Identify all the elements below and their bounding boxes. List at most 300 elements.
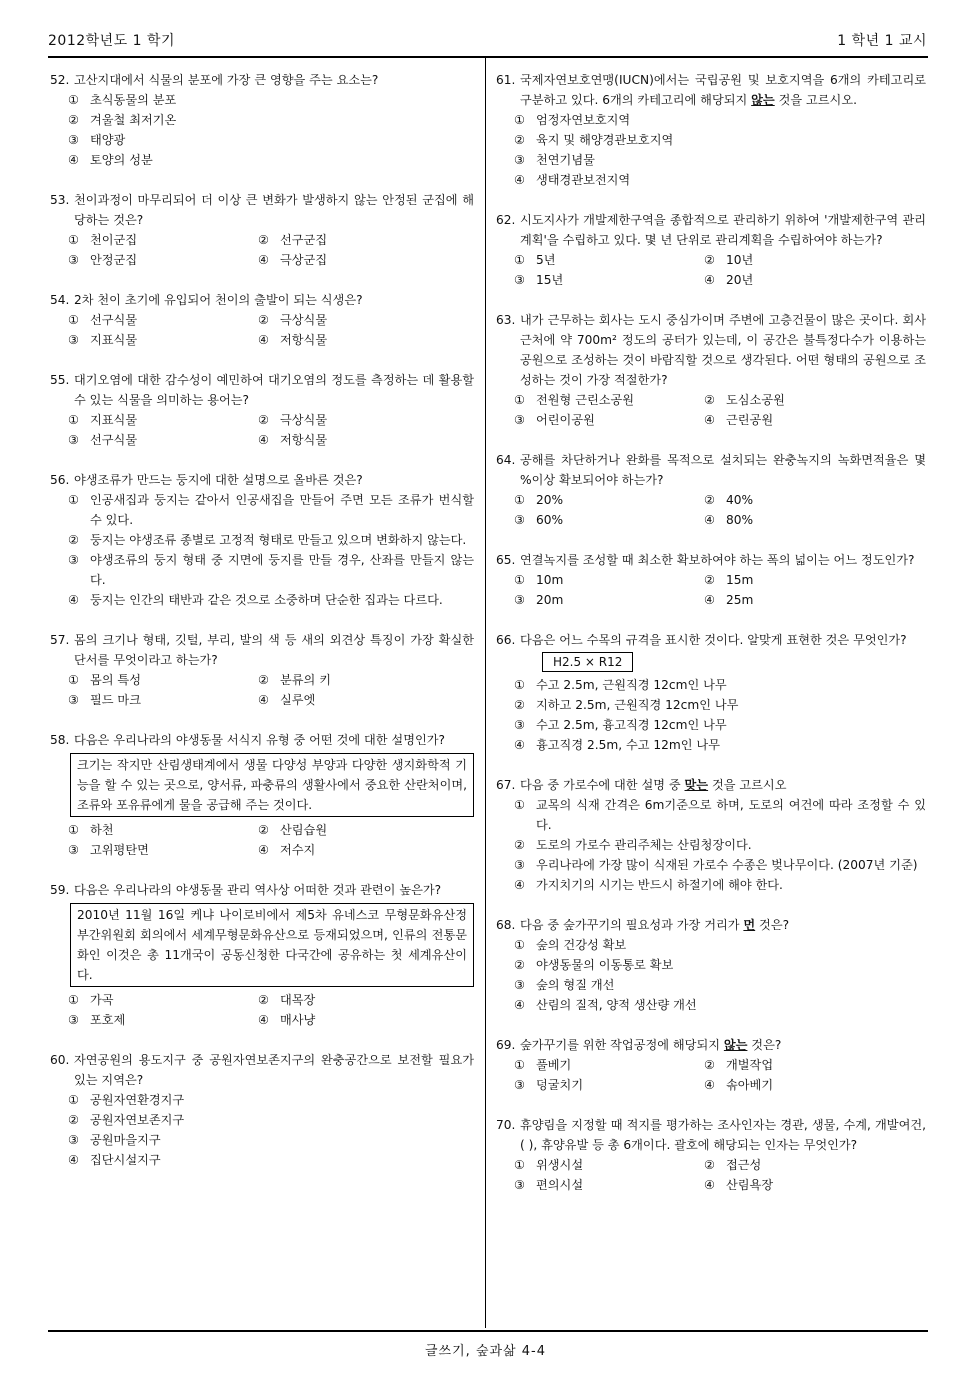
question-emphasis: 먼	[743, 918, 756, 932]
answer-options	[514, 570, 926, 610]
answer-option[interactable]	[68, 230, 258, 250]
answer-option[interactable]	[704, 270, 894, 290]
answer-option[interactable]	[68, 490, 474, 530]
option-marker: ④	[258, 433, 269, 447]
question-text-main: 대기오염에 대한 감수성이 예민하여 대기오염의 정도를 측정하는 데 활용할 수 있는 식물을 의미하는 용어는?	[74, 373, 474, 407]
question-number: 66.	[496, 633, 516, 647]
option-marker: ①	[514, 253, 525, 267]
question-stem	[496, 630, 926, 650]
option-text: 필드 마크	[90, 693, 141, 707]
answer-option[interactable]	[68, 250, 258, 270]
answer-option[interactable]	[514, 390, 704, 410]
option-text: 야생동물의 이동통로 확보	[536, 958, 674, 972]
option-marker: ④	[68, 1153, 79, 1167]
option-marker: ③	[68, 133, 79, 147]
right-column	[496, 70, 926, 1215]
option-text: 토양의 성분	[90, 153, 153, 167]
option-text: 숲의 건강성 확보	[536, 938, 627, 952]
question-text	[74, 70, 474, 90]
question-text-main: 다음 중 숲가꾸기의 필요성과 가장 거리가	[520, 918, 744, 932]
question	[496, 450, 926, 530]
option-marker: ②	[704, 253, 715, 267]
option-marker: ③	[68, 433, 79, 447]
option-text: 수고 2.5m, 근원직경 12cm인 나무	[536, 678, 727, 692]
answer-option[interactable]	[514, 995, 926, 1015]
question-text	[520, 775, 926, 795]
answer-option[interactable]	[68, 1130, 474, 1150]
answer-option[interactable]	[68, 150, 474, 170]
question-text	[520, 915, 926, 935]
option-marker: ②	[704, 1058, 715, 1072]
option-row	[514, 1075, 926, 1095]
option-row	[514, 490, 926, 510]
answer-option[interactable]	[68, 1110, 474, 1130]
option-text: 흉고직경 2.5m, 수고 12m인 나무	[536, 738, 720, 752]
option-text: 도로의 가로수 관리주체는 산림청장이다.	[536, 838, 752, 852]
option-text: 풀베기	[536, 1058, 572, 1072]
answer-option[interactable]	[68, 110, 474, 130]
answer-option[interactable]	[514, 835, 926, 855]
question-stem	[50, 730, 474, 750]
answer-option[interactable]	[514, 490, 704, 510]
answer-option[interactable]	[514, 715, 926, 735]
option-text: 하천	[90, 823, 114, 837]
option-marker: ①	[514, 573, 525, 587]
answer-option[interactable]	[514, 250, 704, 270]
option-marker: ②	[258, 233, 269, 247]
option-marker: ①	[68, 413, 79, 427]
option-row	[68, 430, 474, 450]
option-marker: ②	[704, 573, 715, 587]
answer-option[interactable]	[704, 490, 894, 510]
question-text-main: 천이과정이 마무리되어 더 이상 큰 변화가 발생하지 않는 안정된 군집에 해당하는 것은?	[74, 193, 474, 227]
question-number: 65.	[496, 553, 516, 567]
option-marker: ④	[258, 253, 269, 267]
answer-option[interactable]	[68, 430, 258, 450]
option-marker: ①	[68, 993, 79, 1007]
option-text: 어린이공원	[536, 413, 595, 427]
question	[50, 70, 474, 170]
option-marker: ④	[514, 998, 525, 1012]
option-marker: ①	[68, 93, 79, 107]
option-text: 산림욕장	[726, 1178, 774, 1192]
answer-option[interactable]	[514, 570, 704, 590]
question-text	[74, 290, 474, 310]
answer-options	[514, 1155, 926, 1195]
option-marker: ①	[514, 393, 525, 407]
answer-option[interactable]	[514, 170, 926, 190]
option-text: 육지 및 해양경관보호지역	[536, 133, 674, 147]
question-text	[520, 310, 926, 390]
answer-option[interactable]	[514, 130, 926, 150]
question-number: 69.	[496, 1038, 516, 1052]
option-row	[514, 510, 926, 530]
answer-option[interactable]	[514, 935, 926, 955]
option-marker: ③	[514, 153, 525, 167]
option-marker: ④	[258, 1013, 269, 1027]
answer-option[interactable]	[704, 1155, 894, 1175]
question	[496, 1035, 926, 1095]
option-text: 천이군집	[90, 233, 138, 247]
option-text: 공원마을지구	[90, 1133, 161, 1147]
answer-option[interactable]	[258, 410, 448, 430]
column-divider	[485, 58, 486, 1328]
answer-option[interactable]	[68, 820, 258, 840]
option-marker: ②	[68, 113, 79, 127]
answer-option[interactable]	[68, 310, 258, 330]
answer-option[interactable]	[258, 820, 448, 840]
option-text: 산림의 질적, 양적 생산량 개선	[536, 998, 697, 1012]
answer-options	[68, 820, 474, 860]
question-text-tail: 것을 고르시오	[708, 778, 787, 792]
option-row	[68, 330, 474, 350]
answer-option[interactable]	[514, 675, 926, 695]
answer-option[interactable]	[258, 1010, 448, 1030]
question	[496, 775, 926, 895]
answer-option[interactable]	[514, 695, 926, 715]
option-marker: ③	[514, 718, 525, 732]
question-number: 56.	[50, 473, 70, 487]
question-stem	[50, 880, 474, 900]
question-text	[74, 470, 474, 490]
answer-option[interactable]	[514, 1175, 704, 1195]
answer-options	[68, 670, 474, 710]
option-text: 태양광	[90, 133, 126, 147]
question-number: 67.	[496, 778, 516, 792]
answer-option[interactable]	[68, 1090, 474, 1110]
question	[50, 370, 474, 450]
question-number: 57.	[50, 633, 70, 647]
question-text	[520, 210, 926, 250]
answer-options	[68, 990, 474, 1030]
answer-options	[68, 230, 474, 270]
option-marker: ①	[68, 233, 79, 247]
answer-option[interactable]	[258, 990, 448, 1010]
question-text	[74, 630, 474, 670]
option-marker: ①	[68, 673, 79, 687]
option-marker: ④	[68, 153, 79, 167]
answer-options	[68, 310, 474, 350]
option-text: 20%	[536, 493, 564, 507]
question-stem	[496, 450, 926, 490]
option-text: 위생시설	[536, 1158, 584, 1172]
option-text: 도심소공원	[726, 393, 785, 407]
option-marker: ④	[514, 878, 525, 892]
option-marker: ①	[514, 938, 525, 952]
option-marker: ②	[258, 413, 269, 427]
option-text: 저항식물	[280, 433, 328, 447]
page-header	[48, 30, 927, 52]
question-text-main: 2차 천이 초기에 유입되어 천이의 출발이 되는 식생은?	[74, 293, 363, 307]
option-marker: ②	[68, 1113, 79, 1127]
answer-option[interactable]	[258, 250, 448, 270]
answer-option[interactable]	[514, 955, 926, 975]
question-stem	[50, 290, 474, 310]
option-text: 80%	[726, 513, 754, 527]
answer-option[interactable]	[514, 855, 926, 875]
answer-option[interactable]	[514, 1055, 704, 1075]
answer-option[interactable]	[514, 590, 704, 610]
question-stem	[496, 210, 926, 250]
option-row	[514, 1055, 926, 1075]
question-stem	[50, 370, 474, 410]
answer-option[interactable]	[514, 975, 926, 995]
answer-option[interactable]	[704, 1175, 894, 1195]
question	[496, 1115, 926, 1195]
option-text: 20m	[536, 593, 564, 607]
option-text: 극상식물	[280, 313, 328, 327]
answer-option[interactable]	[68, 840, 258, 860]
answer-option[interactable]	[514, 410, 704, 430]
option-text: 야생조류의 둥지 형태 중 지면에 둥지를 만들 경우, 산좌를 만들지 않는다.	[90, 553, 474, 587]
question-stem	[496, 915, 926, 935]
option-text: 가곡	[90, 993, 114, 1007]
question	[496, 70, 926, 190]
answer-option[interactable]	[68, 1010, 258, 1030]
answer-option[interactable]	[68, 590, 474, 610]
question-stem	[50, 70, 474, 90]
option-marker: ④	[704, 1078, 715, 1092]
question	[50, 190, 474, 270]
option-row	[514, 1155, 926, 1175]
answer-option[interactable]	[68, 690, 258, 710]
question-stem	[496, 310, 926, 390]
answer-option[interactable]	[514, 150, 926, 170]
option-text: 극상군집	[280, 253, 328, 267]
option-marker: ②	[514, 838, 525, 852]
option-row	[68, 690, 474, 710]
answer-option[interactable]	[68, 410, 258, 430]
question-text	[74, 190, 474, 230]
answer-option[interactable]	[258, 670, 448, 690]
question-text-main: 국제자연보호연맹(IUCN)에서는 국립공원 및 보호지역을 6개의 카테고리로 구분하고 있다. 6개의 카테고리에 해당되지	[520, 73, 926, 107]
question-text	[74, 1050, 474, 1090]
answer-option[interactable]	[68, 90, 474, 110]
answer-option[interactable]	[68, 130, 474, 150]
option-marker: ③	[68, 333, 79, 347]
option-marker: ③	[68, 1013, 79, 1027]
answer-options	[514, 795, 926, 895]
answer-option[interactable]	[514, 110, 926, 130]
question-stem	[50, 1050, 474, 1090]
top-divider	[48, 56, 928, 58]
option-text: 인공새집과 둥지는 같아서 인공새집을 만들어 주면 모든 조류가 번식할 수 있다.	[90, 493, 474, 527]
answer-options	[68, 490, 474, 610]
question-text-tail: 것을 고르시오.	[774, 93, 857, 107]
option-text: 편의시설	[536, 1178, 584, 1192]
question-text	[520, 70, 926, 110]
option-marker: ②	[514, 133, 525, 147]
answer-option[interactable]	[514, 510, 704, 530]
option-text: 개벌작업	[726, 1058, 774, 1072]
question-text-main: 야생조류가 만드는 둥지에 대한 설명으로 올바른 것은?	[74, 473, 363, 487]
answer-option[interactable]	[68, 670, 258, 690]
answer-option[interactable]	[68, 530, 474, 550]
option-marker: ①	[514, 1158, 525, 1172]
question-text	[74, 730, 474, 750]
answer-option[interactable]	[704, 510, 894, 530]
option-text: 집단시설지구	[90, 1153, 161, 1167]
option-marker: ①	[68, 1093, 79, 1107]
question-emphasis: 않는	[751, 93, 775, 107]
option-text: 겨울철 최저기온	[90, 113, 177, 127]
option-marker: ①	[514, 113, 525, 127]
option-marker: ④	[258, 693, 269, 707]
option-marker: ②	[514, 698, 525, 712]
header-period: 1 학년 1 교시	[837, 33, 927, 49]
question-text	[520, 1035, 926, 1055]
answer-option[interactable]	[68, 550, 474, 590]
option-marker: ①	[68, 313, 79, 327]
answer-option[interactable]	[258, 230, 448, 250]
header-term: 2012학년도 1 학기	[48, 33, 176, 49]
answer-option[interactable]	[258, 690, 448, 710]
answer-option[interactable]	[514, 795, 926, 835]
answer-options	[514, 390, 926, 430]
option-text: 교목의 식재 간격은 6m기준으로 하며, 도로의 여건에 따라 조정할 수 있다.	[536, 798, 926, 832]
option-text: 60%	[536, 513, 564, 527]
option-text: 수고 2.5m, 흉고직경 12cm인 나무	[536, 718, 727, 732]
question-stem	[496, 775, 926, 795]
option-text: 25m	[726, 593, 754, 607]
answer-options	[514, 1055, 926, 1095]
question	[50, 290, 474, 350]
option-text: 전원형 근린소공원	[536, 393, 635, 407]
option-row	[68, 820, 474, 840]
question-text-main: 몸의 크기나 형태, 깃털, 부리, 발의 색 등 새의 외견상 특징이 가장 확실한 단서를 무엇이라고 하는가?	[74, 633, 474, 667]
answer-option[interactable]	[514, 270, 704, 290]
option-marker: ③	[514, 513, 525, 527]
option-marker: ①	[514, 798, 525, 812]
question-number: 60.	[50, 1053, 70, 1067]
answer-option[interactable]	[514, 1155, 704, 1175]
question-stem	[496, 550, 926, 570]
question-stem	[496, 1035, 926, 1055]
answer-option[interactable]	[68, 1150, 474, 1170]
option-marker: ④	[704, 593, 715, 607]
option-marker: ①	[68, 823, 79, 837]
passage-box: 2010년 11월 16일 케냐 나이로비에서 제5차 유네스코 무형문화유산정부간위원회 회의에서 세계무형문화유산으로 등재되었으며, 인류의 전통문화인 이것은 총 11개국이 공동신청한 다국간에 공유하는 첫 세계유산이다.	[70, 903, 474, 987]
question-text-main: 숲가꾸기를 위한 작업공정에 해당되지	[520, 1038, 724, 1052]
answer-option[interactable]	[704, 590, 894, 610]
option-text: 우리나라에 가장 많이 식재된 가로수 수종은 벚나무이다. (2007년 기준)	[536, 858, 918, 872]
option-marker: ①	[514, 678, 525, 692]
question-stem	[50, 470, 474, 490]
answer-option[interactable]	[258, 330, 448, 350]
question-text	[520, 450, 926, 490]
question-text	[520, 630, 926, 650]
option-text: 40%	[726, 493, 754, 507]
option-text: 근린공원	[726, 413, 774, 427]
option-text: 숲의 형질 개선	[536, 978, 615, 992]
answer-option[interactable]	[258, 840, 448, 860]
left-column	[50, 70, 474, 1190]
option-row	[514, 410, 926, 430]
question-number: 62.	[496, 213, 516, 227]
option-marker: ④	[258, 843, 269, 857]
option-text: 포호제	[90, 1013, 126, 1027]
answer-options	[68, 1090, 474, 1170]
option-text: 5년	[536, 253, 556, 267]
question-text-main: 시도지사가 개발제한구역을 종합적으로 관리하기 위하여 '개발제한구역 관리계획'을 수립하고 있다. 몇 년 단위로 관리계획을 수립하여야 하는가?	[520, 213, 926, 247]
option-text: 안정군집	[90, 253, 138, 267]
question-text-main: 다음은 우리나라의 야생동물 관리 역사상 어떠한 것과 관련이 높은가?	[74, 883, 442, 897]
question	[496, 630, 926, 755]
question-text-main: 고산지대에서 식물의 분포에 가장 큰 영향을 주는 요소는?	[74, 73, 379, 87]
option-text: 선구식물	[90, 313, 138, 327]
page-footer: 글쓰기, 숲과삶 4-4	[425, 1344, 546, 1359]
question-emphasis: 맞는	[684, 778, 709, 792]
option-marker: ③	[514, 413, 525, 427]
option-marker: ②	[514, 958, 525, 972]
answer-option[interactable]	[704, 1055, 894, 1075]
option-marker: ②	[258, 993, 269, 1007]
answer-option[interactable]	[514, 735, 926, 755]
question-number: 64.	[496, 453, 516, 467]
question-text-main: 다음은 어느 수목의 규격을 표시한 것이다. 알맞게 표현한 것은 무엇인가?	[520, 633, 907, 647]
option-row	[514, 570, 926, 590]
answer-option[interactable]	[514, 1075, 704, 1095]
answer-option[interactable]	[68, 990, 258, 1010]
question-number: 58.	[50, 733, 70, 747]
option-marker: ③	[514, 1178, 525, 1192]
option-row	[68, 310, 474, 330]
question-number: 70.	[496, 1118, 516, 1132]
option-text: 지하고 2.5m, 근원직경 12cm인 나무	[536, 698, 739, 712]
answer-options	[68, 410, 474, 450]
question-text-main: 휴양림을 지정할 때 적지를 평가하는 조사인자는 경관, 생물, 수계, 개발여건, ( ), 휴양유발 등 총 6개이다. 괄호에 해당되는 인자는 무엇인가?	[520, 1118, 926, 1152]
answer-option[interactable]	[704, 250, 894, 270]
question-number: 53.	[50, 193, 70, 207]
option-text: 초식동물의 분포	[90, 93, 177, 107]
answer-option[interactable]	[704, 1075, 894, 1095]
option-text: 가지치기의 시기는 반드시 하절기에 해야 한다.	[536, 878, 783, 892]
question	[50, 470, 474, 610]
answer-option[interactable]	[704, 570, 894, 590]
question-text-main: 공해를 차단하거나 완화를 목적으로 설치되는 완충녹지의 녹화면적율은 몇 %이상 확보되어야 하는가?	[520, 453, 926, 487]
answer-option[interactable]	[704, 410, 894, 430]
question-text-main: 다음은 우리나라의 야생동물 서식지 유형 중 어떤 것에 대한 설명인가?	[74, 733, 445, 747]
question	[496, 915, 926, 1015]
question	[496, 310, 926, 430]
option-row	[68, 990, 474, 1010]
option-row	[514, 250, 926, 270]
option-text: 천연기념물	[536, 153, 595, 167]
answer-option[interactable]	[68, 330, 258, 350]
option-text: 둥지는 야생조류 종별로 고정적 형태로 만들고 있으며 변화하지 않는다.	[90, 533, 467, 547]
option-text: 15년	[536, 273, 564, 287]
option-marker: ③	[514, 978, 525, 992]
option-text: 덩굴치기	[536, 1078, 584, 1092]
option-marker: ④	[514, 738, 525, 752]
option-marker: ③	[68, 843, 79, 857]
option-text: 극상식물	[280, 413, 328, 427]
answer-option[interactable]	[258, 310, 448, 330]
question-number: 55.	[50, 373, 70, 387]
option-text: 산림습원	[280, 823, 328, 837]
question-emphasis: 않는	[723, 1038, 748, 1052]
answer-option[interactable]	[704, 390, 894, 410]
question-text-main: 다음 중 가로수에 대한 설명 중	[520, 778, 685, 792]
answer-option[interactable]	[514, 875, 926, 895]
option-marker: ④	[258, 333, 269, 347]
answer-option[interactable]	[258, 430, 448, 450]
question	[50, 730, 474, 860]
option-row	[514, 270, 926, 290]
option-text: 저항식물	[280, 333, 328, 347]
option-marker: ④	[704, 1178, 715, 1192]
option-text: 지표식물	[90, 413, 138, 427]
